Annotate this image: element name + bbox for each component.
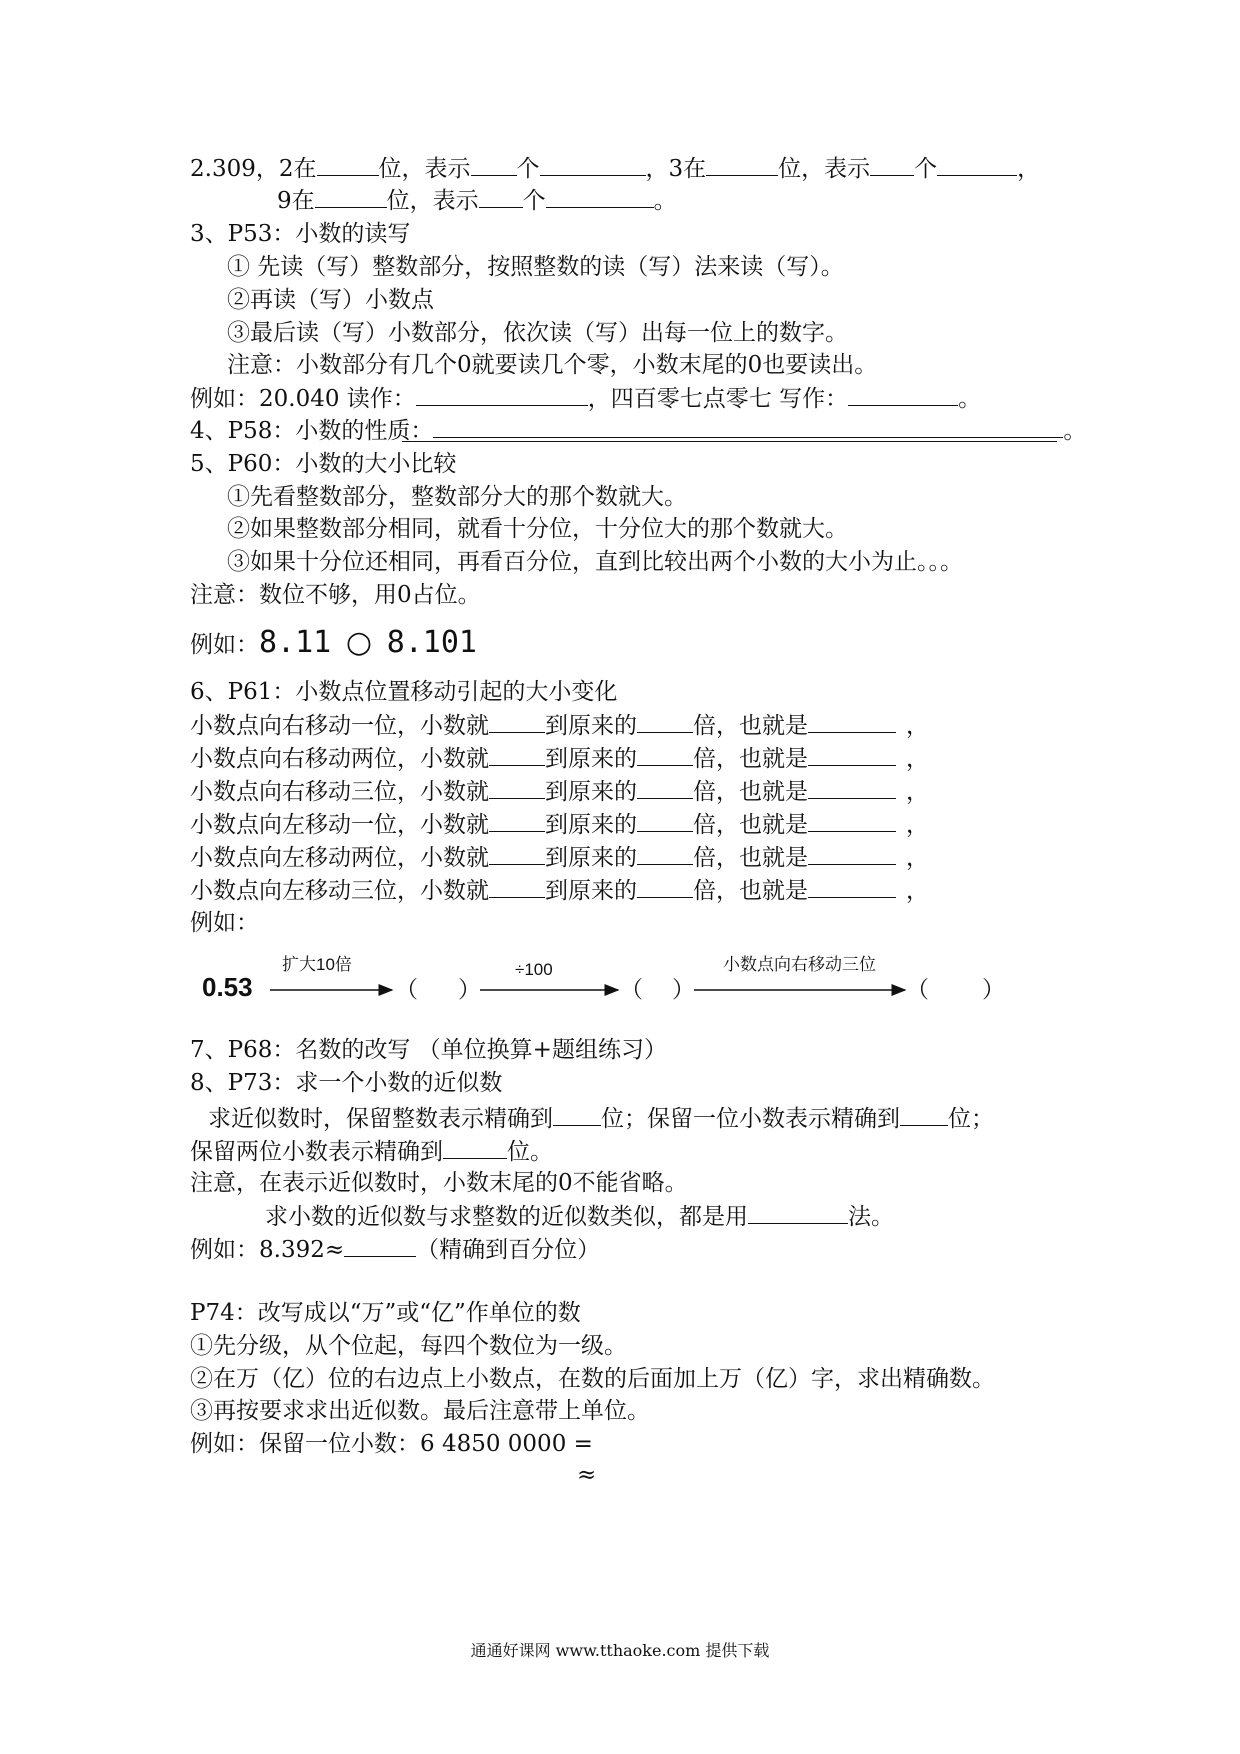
section-8-line-2: 保留两位小数表示精确到 位。	[190, 1136, 553, 1167]
blank[interactable]	[808, 842, 896, 865]
blank[interactable]	[471, 153, 517, 176]
blank[interactable]	[870, 153, 914, 176]
row-text-to-original: 到原来的	[545, 713, 637, 739]
blank[interactable]	[315, 185, 387, 208]
chain-paren-open-1: （	[395, 977, 418, 1003]
blank[interactable]	[489, 842, 545, 865]
blank[interactable]	[808, 875, 896, 898]
blank[interactable]	[344, 1234, 416, 1257]
section-5-rule-1: ①先看整数部分，整数部分大的那个数就大。	[227, 484, 687, 510]
blank[interactable]	[489, 875, 545, 898]
footer-credit: 通通好课网 www.tthaoke.com 提供下载	[470, 1641, 770, 1660]
row-label: 小数点向右移动两位，小数就	[190, 746, 489, 772]
row-label: 小数点向左移动两位，小数就	[190, 845, 489, 871]
blank[interactable]	[317, 153, 379, 176]
blank[interactable]	[540, 153, 646, 176]
row-comma: ，	[906, 779, 929, 805]
divider-line	[402, 441, 1057, 442]
decimal-move-row	[190, 776, 929, 807]
blank[interactable]	[637, 875, 693, 898]
section-5-rule-3: ③如果十分位还相同，再看百分位，直到比较出两个小数的大小为止。。。	[227, 549, 963, 575]
section-8-heading: 8、P73：求一个小数的近似数	[190, 1070, 503, 1096]
chain-paren-open-2: （	[620, 977, 643, 1003]
row-text-to-original: 到原来的	[545, 812, 637, 838]
row-text-times: 倍，也就是	[693, 779, 808, 805]
blank[interactable]	[489, 743, 545, 766]
blank[interactable]	[553, 1103, 601, 1126]
row-text-times: 倍，也就是	[693, 845, 808, 871]
chain-arrow-2-label: ÷100	[515, 960, 553, 979]
p74-approx-sign: ≈	[577, 1462, 597, 1488]
chain-paren-close-2: ）	[672, 977, 695, 1003]
row-text-to-original: 到原来的	[545, 746, 637, 772]
blank[interactable]	[937, 153, 1017, 176]
section-6-example-label: 例如：	[190, 910, 259, 936]
chain-paren-close-1: ）	[458, 977, 481, 1003]
decimal-move-row	[190, 743, 929, 774]
row-text-times: 倍，也就是	[693, 746, 808, 772]
p74-rule-1: ①先分级，从个位起，每四个数位为一级。	[190, 1333, 627, 1359]
row-comma: ，	[906, 812, 929, 838]
blank[interactable]	[808, 710, 896, 733]
p74-heading: P74：改写成以“万”或“亿”作单位的数	[190, 1300, 581, 1326]
p74-example: 例如：保留一位小数：6 4850 0000 =	[190, 1431, 593, 1457]
row-label: 小数点向右移动三位，小数就	[190, 779, 489, 805]
section-3-example: 例如：20.040 读作： ，四百零七点零七 写作： 。	[190, 383, 981, 414]
blank[interactable]	[489, 710, 545, 733]
decimal-move-row	[190, 842, 929, 873]
row-label: 小数点向左移动三位，小数就	[190, 878, 489, 904]
decimal-move-row	[190, 710, 929, 741]
row-comma: ，	[906, 878, 929, 904]
section-3-step-1: ① 先读（写）整数部分，按照整数的读（写）法来读（写）。	[227, 254, 844, 280]
chain-arrow-1-label: 扩大10倍	[282, 955, 352, 974]
row-text-to-original: 到原来的	[545, 779, 637, 805]
compare-circle-icon[interactable]: ○	[345, 625, 373, 660]
blank[interactable]	[637, 809, 693, 832]
row-comma: ，	[906, 713, 929, 739]
row-label: 小数点向左移动一位，小数就	[190, 812, 489, 838]
section-8-line-4: 求小数的近似数与求整数的近似数类似，都是用 法。	[265, 1201, 894, 1232]
blank[interactable]	[637, 842, 693, 865]
q2-number: 2.309	[190, 156, 256, 182]
row-comma: ，	[906, 746, 929, 772]
row-text-times: 倍，也就是	[693, 812, 808, 838]
section-5-example: 例如：8.11 ○ 8.101	[190, 625, 477, 660]
section-4-heading: 4、P58：小数的性质： 。	[190, 415, 1086, 446]
row-label: 小数点向右移动一位，小数就	[190, 713, 489, 739]
chain-paren-open-3: （	[906, 977, 929, 1003]
decimal-move-row	[190, 809, 929, 840]
blank[interactable]	[637, 776, 693, 799]
row-text-to-original: 到原来的	[545, 878, 637, 904]
blank[interactable]	[489, 776, 545, 799]
blank[interactable]	[808, 776, 896, 799]
blank[interactable]	[637, 710, 693, 733]
blank[interactable]	[808, 809, 896, 832]
chain-start-value: 0.53	[202, 972, 253, 1002]
section-5-note: 注意：数位不够，用0占位。	[190, 582, 481, 608]
blank[interactable]	[848, 383, 958, 406]
chain-paren-close-3: ）	[982, 977, 1005, 1003]
q2-line-2: 9在 位，表示 个 。	[277, 185, 677, 216]
section-3-step-2: ②再读（写）小数点	[227, 287, 434, 313]
p74-rule-3: ③再按要求求出近似数。最后注意带上单位。	[190, 1398, 650, 1424]
section-3-heading: 3、P53：小数的读写	[190, 221, 411, 247]
section-5-rule-2: ②如果整数部分相同，就看十分位，十分位大的那个数就大。	[227, 516, 848, 542]
blank[interactable]	[900, 1103, 948, 1126]
compare-number-a: 8.11	[259, 625, 332, 660]
decimal-move-row	[190, 875, 929, 906]
blank[interactable]	[443, 1136, 507, 1159]
section-8-example: 例如：8.392≈ （精确到百分位）	[190, 1234, 600, 1265]
row-text-times: 倍，也就是	[693, 878, 808, 904]
p74-rule-2: ②在万（亿）位的右边点上小数点，在数的后面加上万（亿）字，求出精确数。	[190, 1366, 995, 1392]
section-8-note: 注意，在表示近似数时，小数末尾的0不能省略。	[190, 1170, 688, 1196]
section-3-note: 注意：小数部分有几个0就要读几个零，小数末尾的0也要读出。	[227, 352, 878, 378]
q2-line-1: 2.309，2在 位，表示 个 ，3在 位，表示 个 ，	[190, 153, 1040, 184]
blank[interactable]	[808, 743, 896, 766]
section-7-heading: 7、P68：名数的改写 （单位换算+题组练习）	[190, 1037, 667, 1063]
compare-number-b: 8.101	[386, 625, 477, 660]
row-comma: ，	[906, 845, 929, 871]
blank[interactable]	[489, 809, 545, 832]
blank[interactable]	[748, 1201, 848, 1224]
section-5-heading: 5、P60：小数的大小比较	[190, 451, 457, 477]
section-6-heading: 6、P61：小数点位置移动引起的大小变化	[190, 679, 618, 705]
blank[interactable]	[706, 153, 778, 176]
section-8-line-1: 求近似数时，保留整数表示精确到 位；保留一位小数表示精确到 位；	[208, 1103, 994, 1134]
blank[interactable]	[637, 743, 693, 766]
row-text-times: 倍，也就是	[693, 713, 808, 739]
blank[interactable]	[433, 415, 1063, 438]
blank[interactable]	[479, 185, 523, 208]
section-3-step-3: ③最后读（写）小数部分，依次读（写）出每一位上的数字。	[227, 320, 848, 346]
blank[interactable]	[416, 383, 588, 406]
row-text-to-original: 到原来的	[545, 845, 637, 871]
chain-arrow-3-label: 小数点向右移动三位	[723, 955, 876, 974]
blank[interactable]	[546, 185, 654, 208]
